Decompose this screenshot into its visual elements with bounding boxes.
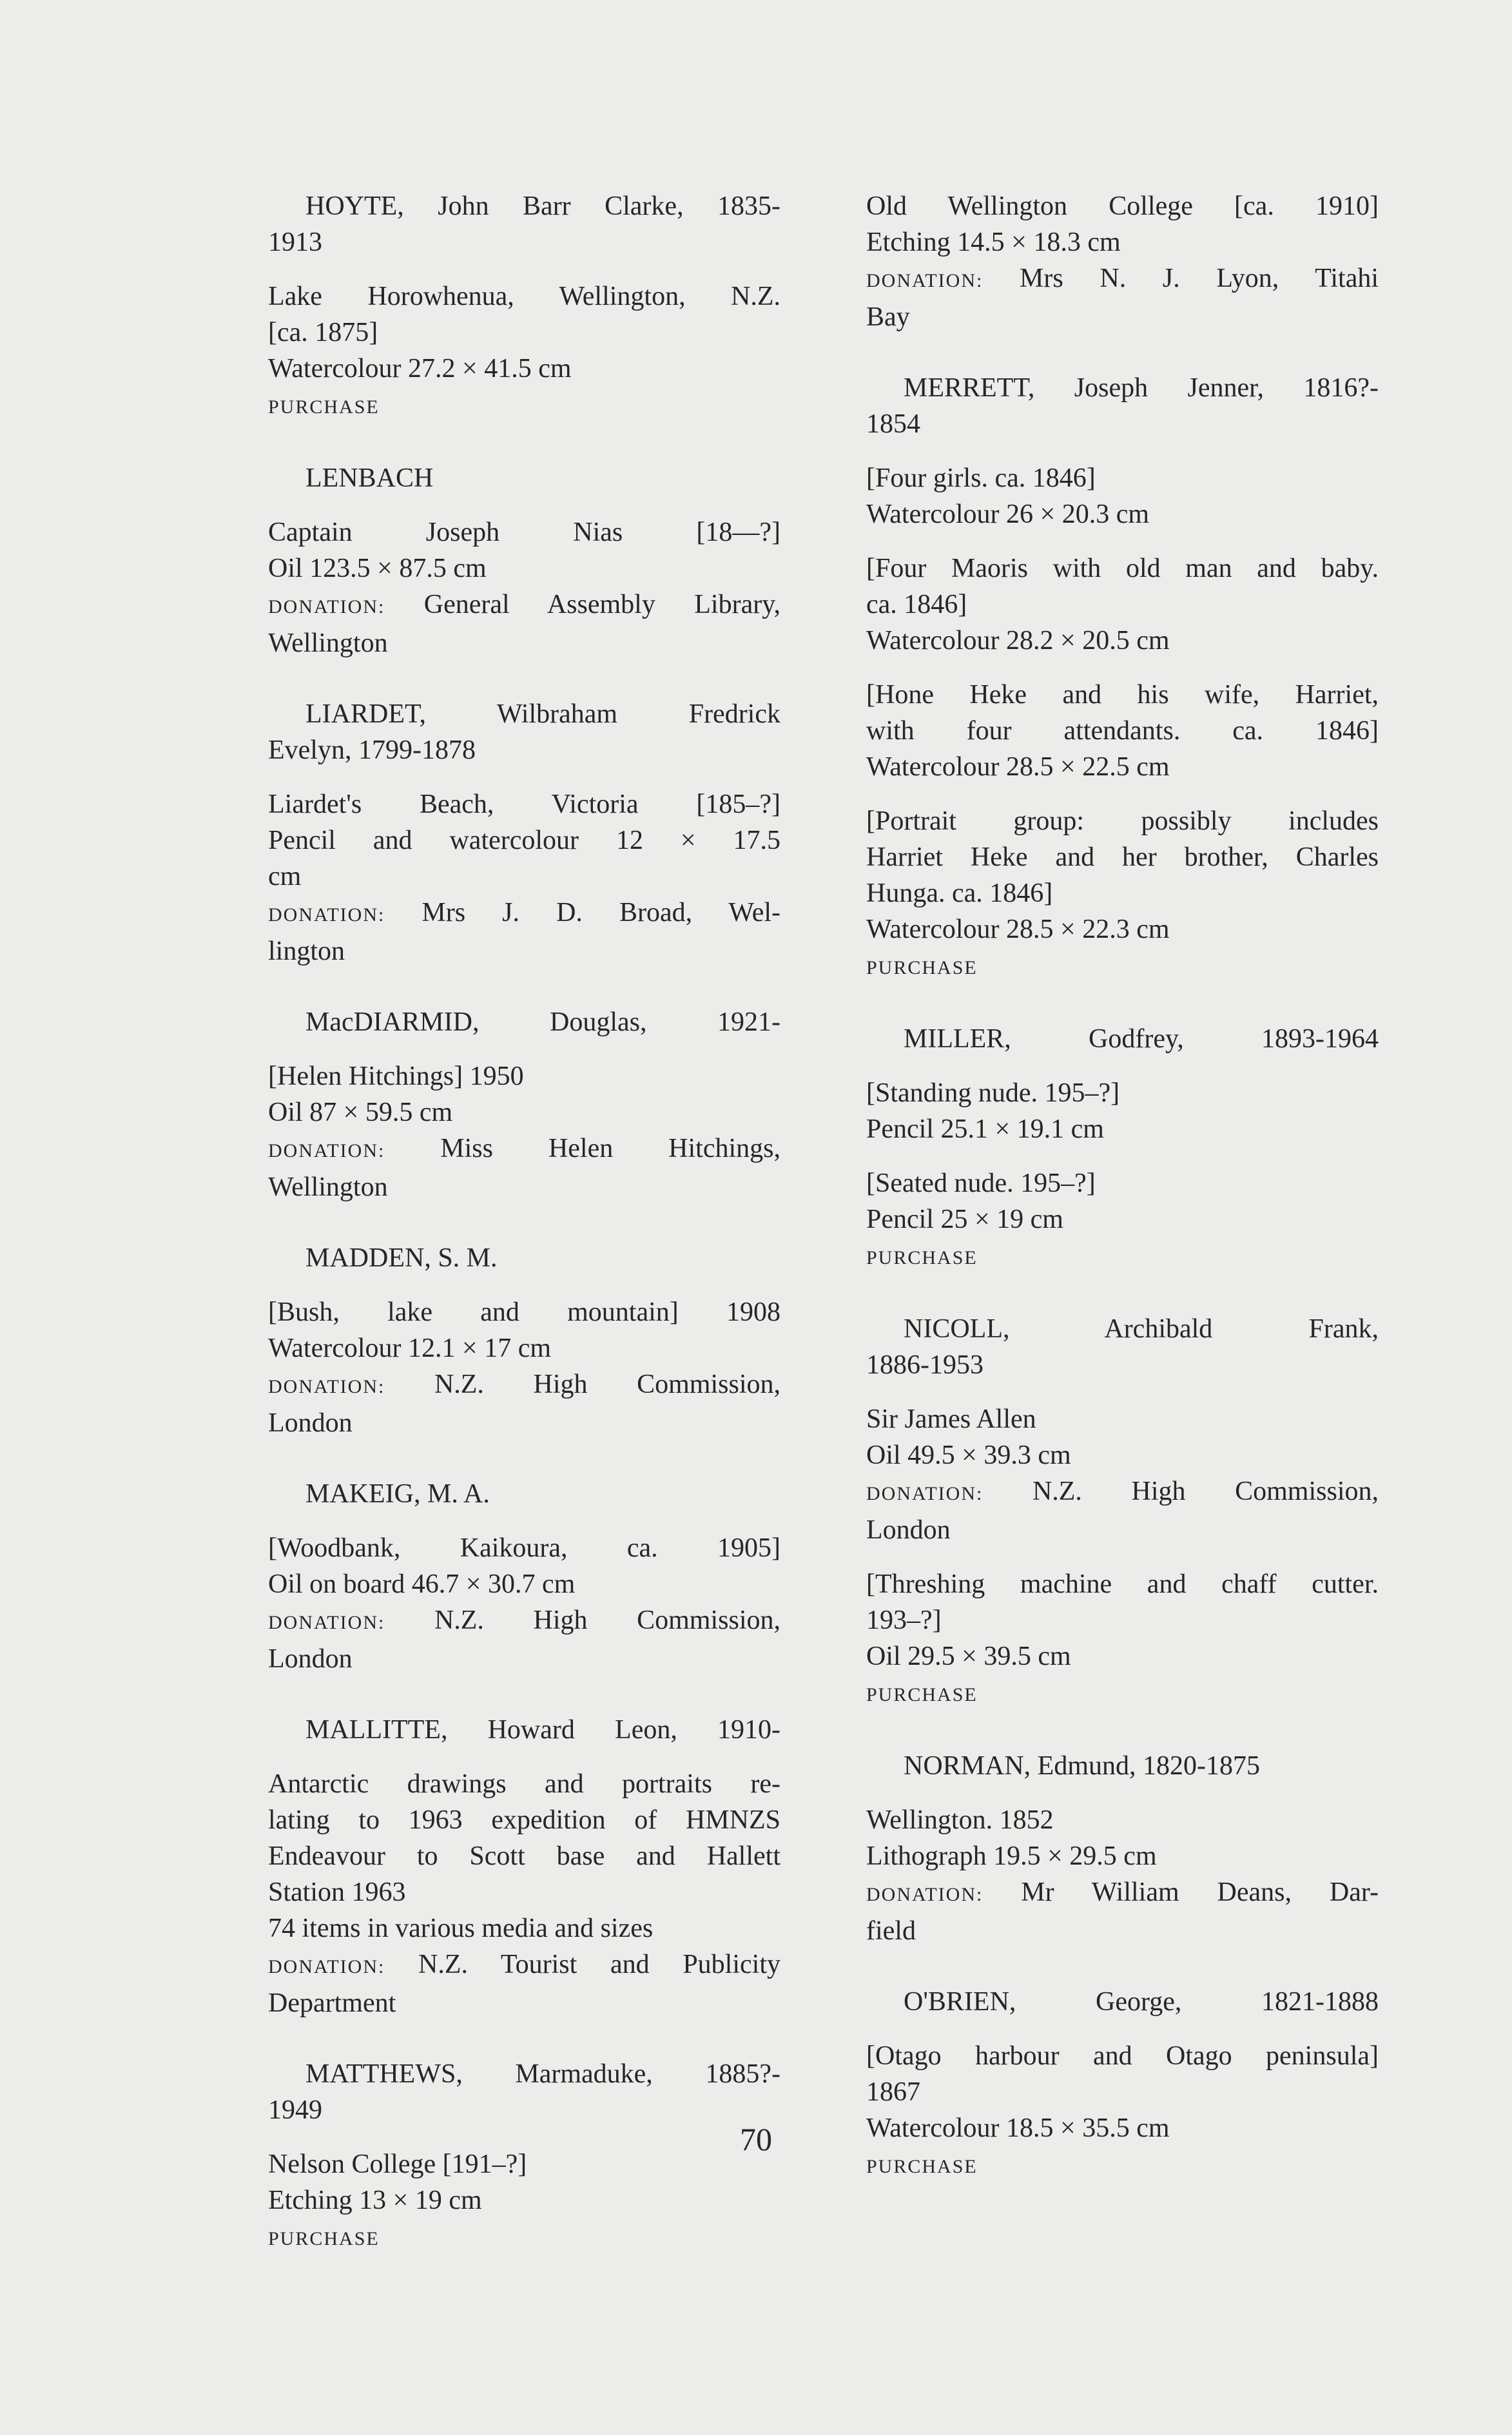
catalogue-entry [866,188,1379,335]
acquisition-line [268,1130,780,1169]
artwork-line: [Helen Hitchings] 1950 [268,1062,524,1091]
acquisition-source: London [268,1644,353,1674]
catalogue-entry [866,1748,1379,1949]
artwork-record [866,2038,1379,2185]
artist-heading: LIARDET, Wilbraham Fredrick [305,699,780,729]
artwork-line: Watercolour 27.2 × 41.5 cm [268,354,572,383]
artwork-line: Pencil 25 × 19 cm [866,1205,1063,1234]
artist-heading: 1886-1953 [866,1350,984,1380]
acquisition-type: DONATION: [866,270,984,291]
artwork-line: Sir James Allen [866,1404,1036,1434]
catalogue-entry [268,460,780,661]
acquisition-type: PURCHASE [866,957,978,978]
acquisition-type: PURCHASE [866,1247,978,1268]
artist-heading: NICOLL, Archibald Frank, [904,1314,1379,1344]
artwork-line: [Standing nude. 195–?] [866,1078,1120,1108]
acquisition-source: London [866,1515,951,1545]
artist-heading: MILLER, Godfrey, 1893-1964 [904,1024,1379,1054]
artwork-line: Antarctic drawings and portraits re- [268,1769,780,1799]
artwork-line: Oil 87 × 59.5 cm [268,1098,453,1127]
artist-heading: 1913 [268,228,322,257]
artwork-record [268,514,780,661]
acquisition-source: lington [268,936,345,966]
artwork-line: [Woodbank, Kaikoura, ca. 1905] [268,1533,780,1563]
acquisition-line [268,895,780,933]
artwork-line: Old Wellington College [ca. 1910] [866,191,1379,221]
artwork-line: cm [268,862,302,891]
artwork-record [866,677,1379,785]
acquisition-source: Mrs N. J. Lyon, Titahi [1020,264,1379,293]
catalogue-entry [268,1712,780,2021]
acquisition-type: DONATION: [268,1140,385,1161]
artist-heading: MacDIARMID, Douglas, 1921- [305,1007,780,1037]
acquisition-source: field [866,1916,916,1946]
artwork-line: Pencil and watercolour 12 × 17.5 [268,826,780,855]
artwork-line: [Portrait group: possibly includes [866,806,1379,836]
artwork-record [268,278,780,425]
acquisition-source: Wellington [268,1172,388,1202]
artist-heading: MADDEN, S. M. [305,1243,498,1273]
acquisition-type: PURCHASE [268,396,380,418]
artist-heading: MATTHEWS, Marmaduke, 1885?- [305,2059,780,2089]
acquisition-type: DONATION: [268,904,385,926]
artwork-line: Liardet's Beach, Victoria [185–?] [268,790,780,819]
artist-heading: MALLITTE, Howard Leon, 1910- [305,1715,780,1745]
acquisition-line [866,947,1379,986]
artwork-record [866,803,1379,986]
catalogue-entry [866,370,1379,986]
catalogue-entry [866,1311,1379,1713]
artwork-line: [Otago harbour and Otago peninsula] [866,2041,1379,2071]
artwork-line: Lithograph 19.5 × 29.5 cm [866,1841,1157,1871]
artwork-line: [Threshing machine and chaff cutter. [866,1569,1379,1599]
acquisition-source: Department [268,1988,396,2018]
artist-heading: LENBACH [305,463,434,493]
acquisition-type: PURCHASE [866,2156,978,2177]
artwork-line: lating to 1963 expedition of HMNZS [268,1805,780,1835]
acquisition-type: DONATION: [268,1376,385,1397]
artwork-line: Oil on board 46.7 × 30.7 cm [268,1569,576,1599]
artwork-line: Watercolour 28.5 × 22.3 cm [866,915,1170,944]
artwork-line: [ca. 1875] [268,318,378,347]
artwork-record [268,2146,780,2257]
artist-heading: HOYTE, John Barr Clarke, 1835- [305,191,780,221]
artwork-record [268,1058,780,1205]
artwork-line: Pencil 25.1 × 19.1 cm [866,1114,1104,1144]
acquisition-source: N.Z. Tourist and Publicity [418,1950,781,1979]
artwork-record [866,1566,1379,1713]
acquisition-line [866,1874,1379,1913]
artwork-record [268,1766,780,2021]
acquisition-line [268,387,780,425]
artwork-line: Watercolour 18.5 × 35.5 cm [866,2113,1170,2143]
left-column [268,188,780,2292]
acquisition-type: PURCHASE [866,1684,978,1705]
acquisition-type: DONATION: [268,1956,385,1977]
acquisition-type: PURCHASE [268,2228,380,2249]
acquisition-type: DONATION: [866,1483,984,1504]
acquisition-line [866,1473,1379,1512]
artwork-record [866,1075,1379,1147]
acquisition-source: N.Z. High Commission, [434,1370,781,1399]
artwork-line: Wellington. 1852 [866,1805,1054,1835]
artwork-line: Oil 29.5 × 39.5 cm [866,1642,1071,1671]
acquisition-line [866,1674,1379,1713]
page-number: 70 [740,2121,772,2157]
acquisition-line [268,1602,780,1641]
acquisition-source: General Assembly Library, [423,590,780,619]
acquisition-line [866,260,1379,299]
acquisition-line [866,1237,1379,1276]
artwork-line: Captain Joseph Nias [18—?] [268,518,780,547]
artwork-line: 1867 [866,2077,920,2107]
artwork-line: 193–?] [866,1606,942,1635]
artwork-line: Station 1963 [268,1877,406,1907]
artwork-record [866,1165,1379,1276]
artwork-line: [Four Maoris with old man and baby. [866,554,1379,583]
acquisition-source: Bay [866,302,910,332]
artwork-record [268,1294,780,1441]
artwork-line: Oil 49.5 × 39.3 cm [866,1441,1071,1470]
right-column [866,188,1379,2220]
acquisition-line [268,1946,780,1985]
catalogue-entry [268,188,780,425]
artist-heading: MERRETT, Joseph Jenner, 1816?- [904,373,1379,403]
catalogue-entry [268,1240,780,1441]
catalogue-entry [866,1021,1379,1276]
artwork-line: [Bush, lake and mountain] 1908 [268,1297,780,1327]
artist-heading: 1854 [866,409,920,439]
artwork-line: Watercolour 26 × 20.3 cm [866,500,1150,529]
artwork-line: Etching 14.5 × 18.3 cm [866,228,1121,257]
artwork-line: ca. 1846] [866,590,967,619]
catalogue-entry [268,1004,780,1205]
artwork-line: with four attendants. ca. 1846] [866,716,1379,746]
artwork-line: Watercolour 28.5 × 22.5 cm [866,752,1170,782]
artwork-line: [Seated nude. 195–?] [866,1169,1096,1198]
artwork-record [866,188,1379,335]
acquisition-type: DONATION: [866,1884,984,1905]
artwork-line: Harriet Heke and her brother, Charles [866,842,1379,872]
artwork-record [866,550,1379,659]
acquisition-source: N.Z. High Commission, [434,1606,781,1635]
acquisition-line [268,587,780,625]
artist-heading: NORMAN, Edmund, 1820-1875 [904,1751,1260,1781]
acquisition-line [268,2218,780,2257]
acquisition-source: N.Z. High Commission, [1032,1477,1379,1506]
artist-heading: Evelyn, 1799-1878 [268,735,476,765]
artwork-line: Nelson College [191–?] [268,2149,527,2179]
acquisition-type: DONATION: [268,596,385,617]
artwork-record [268,1530,780,1677]
artwork-line: Watercolour 28.2 × 20.5 cm [866,626,1170,655]
acquisition-source: Mrs J. D. Broad, Wel- [422,898,781,927]
catalogue-entry [268,696,780,969]
artwork-record [866,1802,1379,1949]
artwork-line: [Four girls. ca. 1846] [866,463,1096,493]
artist-heading: MAKEIG, M. A. [305,1479,490,1509]
artwork-line: Etching 13 × 19 cm [268,2186,482,2215]
acquisition-source: Mr William Deans, Dar- [1021,1877,1379,1907]
artwork-line: Hunga. ca. 1846] [866,878,1053,908]
artwork-record [268,786,780,969]
acquisition-source: Miss Helen Hitchings, [440,1134,780,1163]
artwork-line: 74 items in various media and sizes [268,1914,654,1943]
artwork-line: Watercolour 12.1 × 17 cm [268,1334,552,1363]
acquisition-source: London [268,1408,353,1438]
artwork-line: Lake Horowhenua, Wellington, N.Z. [268,282,780,311]
catalogue-entry [268,1476,780,1677]
artwork-record [866,1401,1379,1548]
artist-heading: 1949 [268,2095,322,2125]
artwork-line: Endeavour to Scott base and Hallett [268,1841,780,1871]
artwork-record [866,460,1379,532]
acquisition-line [268,1366,780,1405]
acquisition-source: Wellington [268,628,388,658]
artist-heading: O'BRIEN, George, 1821-1888 [904,1987,1379,2017]
artwork-line: [Hone Heke and his wife, Harriet, [866,680,1379,710]
acquisition-type: DONATION: [268,1612,385,1633]
artwork-line: Oil 123.5 × 87.5 cm [268,554,487,583]
